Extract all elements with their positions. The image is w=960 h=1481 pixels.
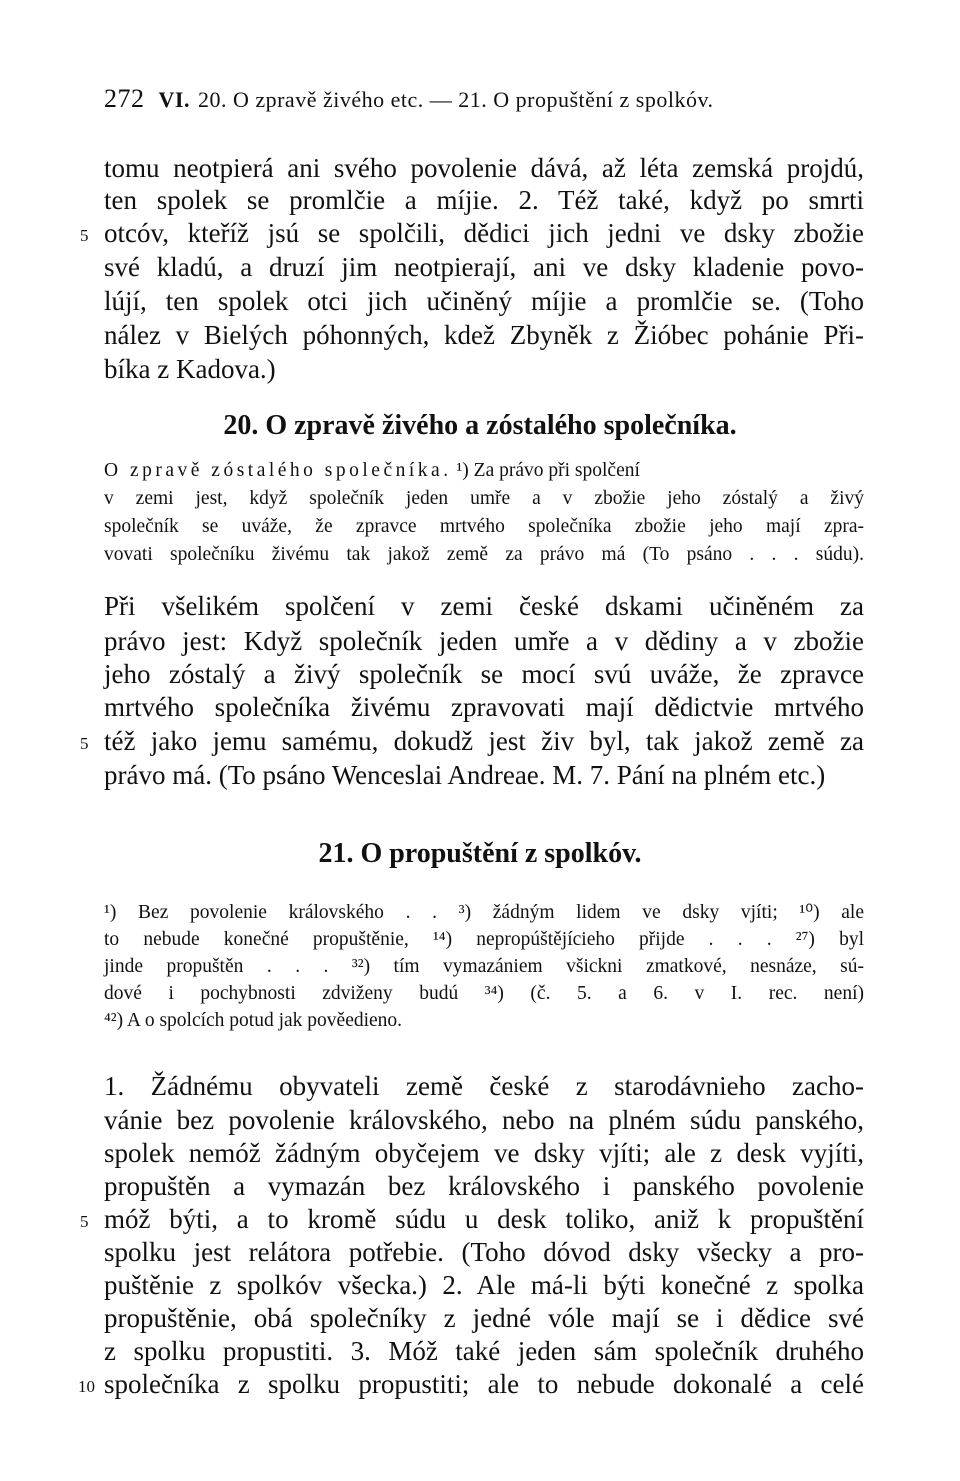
body-line: puštěnie z spolkóv všecka.) 2. Ale má-li býti konečné z spolka xyxy=(104,1270,864,1300)
line-number: 10 xyxy=(78,1377,95,1396)
body-line: vánie bez povolenie královského, nebo na plném súdu panského, xyxy=(104,1105,864,1135)
rubric-line: ¹) Bez povolenie královského . . ³) žádným lidem ve dsky vjíti; ¹⁰) ale xyxy=(104,902,864,923)
body-line: Při všelikém spolčení v zemi české dskami učiněném za xyxy=(104,591,864,621)
rubric-line: společník se uváže, že zpravce mrtvého společníka zbožie jeho mají zpra- xyxy=(104,516,864,537)
rubric-line: jinde propuštěn . . . ³²) tím vymazániem všickni zmatkové, nesnáze, sú- xyxy=(104,956,864,977)
body-line: své kladú, a druzí jim neotpierají, ani ve dsky kladenie povo- xyxy=(104,252,864,282)
page-number: 272 xyxy=(104,84,145,113)
body-line: právo má. (To psáno Wenceslai Andreae. M. 7. Pání na plném etc.) xyxy=(104,760,826,790)
line-number: 5 xyxy=(80,734,89,753)
rubric-text: ¹) Za právo při spolčení xyxy=(456,460,640,481)
body-line: mrtvého společníka živému zpravovati mají dědictvie mrtvého xyxy=(104,692,864,722)
body-line: lújí, ten spolek otci jich učiněný míjie a promlčie se. (Toho xyxy=(104,286,864,316)
body-line: móž býti, a to kromě súdu u desk toliko, aniž k propuštění xyxy=(104,1204,864,1234)
body-line: otcóv, kteříž jsú se spolčili, dědici jich jedni ve dsky zbožie xyxy=(104,218,864,248)
body-line: bíka z Kadova.) xyxy=(104,354,276,384)
rubric-line: ⁴²) A o spolcích potud jak pověedieno. xyxy=(104,1010,403,1031)
body-line: 1. Žádnému obyvateli země české z starodávnieho zacho- xyxy=(104,1071,864,1101)
body-line: ten spolek se promlčie a míjie. 2. Též také, když po smrti xyxy=(104,185,864,215)
rubric-title: O zpravě zóstalého společníka. xyxy=(104,460,452,481)
rubric-line: v zemi jest, když společník jeden umře a v zbožie jeho zóstalý a živý xyxy=(104,488,864,509)
body-line: propuštěnie, obá společníky z jedné vóle mají se i dědice své xyxy=(104,1303,864,1333)
running-header xyxy=(104,84,714,114)
rubric-line: dové i pochybnosti zdviženy budú ³⁴) (č. 5. a 6. v I. rec. není) xyxy=(104,983,864,1004)
rubric-line xyxy=(104,458,864,484)
section-heading-20: 20. O zpravě živého a zóstalého společníka. xyxy=(223,410,737,441)
body-line: propuštěn a vymazán bez královského i panského povolenie xyxy=(104,1171,864,1201)
rubric-line: vovati společníku živému tak jakož země za právo má (To psáno . . . súdu). xyxy=(104,544,864,565)
line-number: 5 xyxy=(80,1212,89,1231)
rubric-line: to nebude konečné propuštěnie, ¹⁴) nepropúštějícieho přijde . . . ²⁷) byl xyxy=(104,929,864,950)
body-line: z spolku propustiti. 3. Móž také jeden sám společník druhého xyxy=(104,1336,864,1366)
body-line: právo jest: Když společník jeden umře a v dědiny a v zbožie xyxy=(104,626,864,656)
body-line: spolku jest relátora potřebie. (Toho dóvod dsky všecky a pro- xyxy=(104,1237,864,1267)
body-line: též jako jemu samému, dokudž jest živ byl, tak jakož země za xyxy=(104,726,864,756)
body-line: nález v Bielých póhonných, kdež Zbyněk z Žióbec pohánie Při- xyxy=(104,320,864,350)
line-number: 5 xyxy=(80,226,89,245)
chapter-number: VI. xyxy=(158,87,190,112)
body-line: jeho zóstalý a živý společník se mocí svú uváže, že zpravce xyxy=(104,659,864,689)
body-line: společníka z spolku propustiti; ale to nebude dokonalé a celé xyxy=(104,1369,864,1399)
running-title: 20. O zpravě živého etc. — 21. O propuštění z spolkóv. xyxy=(197,87,714,112)
body-line: tomu neotpierá ani svého povolenie dává, až léta zemská projdú, xyxy=(104,153,864,183)
section-heading-21: 21. O propuštění z spolkóv. xyxy=(318,838,642,869)
body-line: spolek nemóž žádným obyčejem ve dsky vjíti; ale z desk vyjíti, xyxy=(104,1138,864,1168)
